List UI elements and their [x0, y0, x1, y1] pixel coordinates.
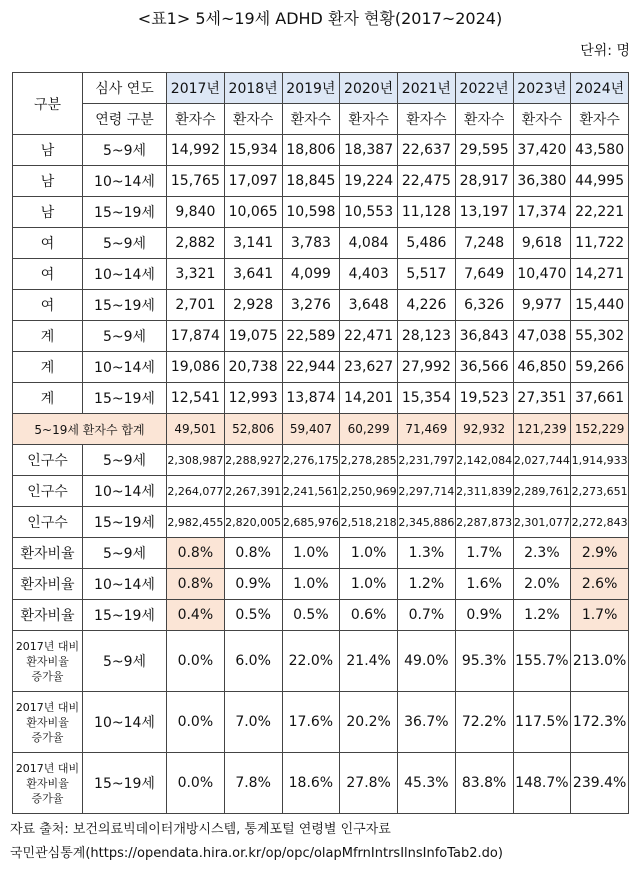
value-cell: 2,288,927 [224, 445, 282, 476]
age-cell: 15~19세 [83, 600, 167, 631]
patients-header: 환자수 [282, 104, 340, 135]
table-row [13, 197, 629, 228]
age-cell: 10~14세 [83, 166, 167, 197]
year-header: 2023년 [513, 73, 571, 104]
value-cell: 0.8% [224, 538, 282, 569]
group-label-line: 2017년 대비 [15, 639, 80, 653]
value-cell: 5,486 [398, 228, 456, 259]
value-cell: 14,992 [167, 135, 225, 166]
value-cell: 1.7% [455, 538, 513, 569]
value-cell: 20,738 [224, 352, 282, 383]
table-row [13, 476, 629, 507]
value-cell: 46,850 [513, 352, 571, 383]
patients-header: 환자수 [398, 104, 456, 135]
total-value-cell: 59,407 [282, 414, 340, 445]
value-cell: 14,201 [340, 383, 398, 414]
age-label-header: 연령 구분 [83, 104, 167, 135]
age-cell: 5~9세 [83, 631, 167, 692]
year-header: 2024년 [571, 73, 629, 104]
value-cell: 9,618 [513, 228, 571, 259]
value-cell: 7.0% [224, 692, 282, 753]
value-cell: 148.7% [513, 753, 571, 814]
value-cell: 17.6% [282, 692, 340, 753]
value-cell: 3,276 [282, 290, 340, 321]
value-cell: 4,084 [340, 228, 398, 259]
group-cell: 환자비율 [13, 569, 83, 600]
year-header: 2020년 [340, 73, 398, 104]
table-row [13, 290, 629, 321]
table-title: <표1> 5세~19세 ADHD 환자 현황(2017~2024) [137, 9, 503, 28]
year-header: 2018년 [224, 73, 282, 104]
group-cell: 계 [13, 321, 83, 352]
value-cell: 22,475 [398, 166, 456, 197]
table-row [13, 135, 629, 166]
value-cell: 15,765 [167, 166, 225, 197]
value-cell: 7,248 [455, 228, 513, 259]
value-cell: 3,141 [224, 228, 282, 259]
unit-label: 단위: 명 [580, 43, 630, 59]
value-cell: 22,471 [340, 321, 398, 352]
value-cell: 27,351 [513, 383, 571, 414]
age-cell: 5~9세 [83, 445, 167, 476]
value-cell: 1,914,933 [571, 445, 629, 476]
value-cell: 2,267,391 [224, 476, 282, 507]
value-cell: 22,637 [398, 135, 456, 166]
value-cell: 23,627 [340, 352, 398, 383]
source-line-1: 자료 출처: 보건의료빅데이터개방시스템, 통계포털 연령별 인구자료 [10, 822, 391, 837]
table-row [13, 692, 629, 753]
value-cell: 19,523 [455, 383, 513, 414]
table-row [13, 228, 629, 259]
value-cell: 27.8% [340, 753, 398, 814]
value-cell: 29,595 [455, 135, 513, 166]
value-cell: 7.8% [224, 753, 282, 814]
total-value-cell: 152,229 [571, 414, 629, 445]
value-cell: 0.9% [224, 569, 282, 600]
value-cell: 0.8% [167, 569, 225, 600]
value-cell: 2,518,218 [340, 507, 398, 538]
group-header: 구분 [13, 73, 83, 135]
age-cell: 10~14세 [83, 569, 167, 600]
value-cell: 6,326 [455, 290, 513, 321]
value-cell: 2,308,987 [167, 445, 225, 476]
value-cell: 2,685,976 [282, 507, 340, 538]
value-cell: 2,345,886 [398, 507, 456, 538]
value-cell: 2,982,455 [167, 507, 225, 538]
value-cell: 1.2% [398, 569, 456, 600]
value-cell: 2,276,175 [282, 445, 340, 476]
value-cell: 10,065 [224, 197, 282, 228]
total-value-cell: 121,239 [513, 414, 571, 445]
value-cell: 0.7% [398, 600, 456, 631]
value-cell: 0.0% [167, 692, 225, 753]
value-cell: 0.4% [167, 600, 225, 631]
group-cell [13, 692, 83, 753]
total-value-cell: 60,299 [340, 414, 398, 445]
value-cell: 22,944 [282, 352, 340, 383]
value-cell: 2,701 [167, 290, 225, 321]
value-cell: 2,928 [224, 290, 282, 321]
value-cell: 10,598 [282, 197, 340, 228]
value-cell: 14,271 [571, 259, 629, 290]
value-cell: 36,843 [455, 321, 513, 352]
header-row-labels [13, 104, 629, 135]
value-cell: 155.7% [513, 631, 571, 692]
value-cell: 2,272,843 [571, 507, 629, 538]
value-cell: 239.4% [571, 753, 629, 814]
value-cell: 45.3% [398, 753, 456, 814]
value-cell: 2,820,005 [224, 507, 282, 538]
value-cell: 27,992 [398, 352, 456, 383]
value-cell: 1.3% [398, 538, 456, 569]
patients-header: 환자수 [455, 104, 513, 135]
value-cell: 3,641 [224, 259, 282, 290]
group-cell: 남 [13, 197, 83, 228]
age-cell: 10~14세 [83, 352, 167, 383]
table-row [13, 166, 629, 197]
table-row [13, 600, 629, 631]
value-cell: 0.0% [167, 631, 225, 692]
value-cell: 28,123 [398, 321, 456, 352]
patients-header: 환자수 [340, 104, 398, 135]
value-cell: 44,995 [571, 166, 629, 197]
value-cell: 13,874 [282, 383, 340, 414]
total-value-cell: 49,501 [167, 414, 225, 445]
table-row [13, 383, 629, 414]
total-value-cell: 52,806 [224, 414, 282, 445]
value-cell: 17,874 [167, 321, 225, 352]
value-cell: 5,517 [398, 259, 456, 290]
value-cell: 28,917 [455, 166, 513, 197]
value-cell: 2,027,744 [513, 445, 571, 476]
value-cell: 59,266 [571, 352, 629, 383]
value-cell: 49.0% [398, 631, 456, 692]
value-cell: 37,661 [571, 383, 629, 414]
value-cell: 22,589 [282, 321, 340, 352]
total-label-cell: 5~19세 환자수 합계 [13, 414, 167, 445]
value-cell: 1.0% [282, 538, 340, 569]
value-cell: 12,541 [167, 383, 225, 414]
value-cell: 2,142,084 [455, 445, 513, 476]
age-cell: 15~19세 [83, 383, 167, 414]
value-cell: 19,224 [340, 166, 398, 197]
value-cell: 19,086 [167, 352, 225, 383]
value-cell: 36,566 [455, 352, 513, 383]
value-cell: 1.7% [571, 600, 629, 631]
value-cell: 4,099 [282, 259, 340, 290]
table-row [13, 259, 629, 290]
patients-header: 환자수 [513, 104, 571, 135]
group-cell: 여 [13, 259, 83, 290]
value-cell: 3,783 [282, 228, 340, 259]
value-cell: 2,273,651 [571, 476, 629, 507]
age-cell: 5~9세 [83, 321, 167, 352]
value-cell: 17,374 [513, 197, 571, 228]
age-cell: 10~14세 [83, 692, 167, 753]
value-cell: 3,321 [167, 259, 225, 290]
value-cell: 2,301,077 [513, 507, 571, 538]
group-cell: 남 [13, 166, 83, 197]
value-cell: 11,722 [571, 228, 629, 259]
value-cell: 15,354 [398, 383, 456, 414]
group-cell: 환자비율 [13, 538, 83, 569]
value-cell: 2,278,285 [340, 445, 398, 476]
value-cell: 20.2% [340, 692, 398, 753]
value-cell: 2.0% [513, 569, 571, 600]
value-cell: 2,297,714 [398, 476, 456, 507]
group-label-line: 2017년 대비 [15, 761, 80, 775]
table-row [13, 753, 629, 814]
patients-header: 환자수 [167, 104, 225, 135]
value-cell: 43,580 [571, 135, 629, 166]
value-cell: 1.6% [455, 569, 513, 600]
year-header: 2017년 [167, 73, 225, 104]
value-cell: 0.0% [167, 753, 225, 814]
value-cell: 9,977 [513, 290, 571, 321]
value-cell: 2.3% [513, 538, 571, 569]
value-cell: 2.9% [571, 538, 629, 569]
group-cell: 환자비율 [13, 600, 83, 631]
year-header: 2022년 [455, 73, 513, 104]
group-cell: 인구수 [13, 445, 83, 476]
group-cell [13, 753, 83, 814]
value-cell: 18,806 [282, 135, 340, 166]
value-cell: 18,845 [282, 166, 340, 197]
table-row [13, 631, 629, 692]
group-cell: 인구수 [13, 507, 83, 538]
value-cell: 19,075 [224, 321, 282, 352]
group-cell: 여 [13, 228, 83, 259]
group-cell: 여 [13, 290, 83, 321]
value-cell: 7,649 [455, 259, 513, 290]
age-cell: 15~19세 [83, 507, 167, 538]
value-cell: 18.6% [282, 753, 340, 814]
value-cell: 72.2% [455, 692, 513, 753]
value-cell: 6.0% [224, 631, 282, 692]
age-cell: 5~9세 [83, 538, 167, 569]
value-cell: 36,380 [513, 166, 571, 197]
value-cell: 117.5% [513, 692, 571, 753]
group-label-line: 증가율 [31, 669, 64, 683]
age-cell: 5~9세 [83, 135, 167, 166]
value-cell: 10,553 [340, 197, 398, 228]
value-cell: 18,387 [340, 135, 398, 166]
group-cell: 계 [13, 352, 83, 383]
value-cell: 95.3% [455, 631, 513, 692]
value-cell: 9,840 [167, 197, 225, 228]
year-label-header: 심사 연도 [83, 73, 167, 104]
value-cell: 0.6% [340, 600, 398, 631]
value-cell: 83.8% [455, 753, 513, 814]
table-row [13, 352, 629, 383]
value-cell: 2,882 [167, 228, 225, 259]
value-cell: 2,250,969 [340, 476, 398, 507]
group-label-line: 증가율 [31, 730, 64, 744]
value-cell: 10,470 [513, 259, 571, 290]
table-row [13, 321, 629, 352]
group-label-line: 환자비율 [26, 715, 69, 729]
value-cell: 0.5% [282, 600, 340, 631]
year-header: 2021년 [398, 73, 456, 104]
value-cell: 22.0% [282, 631, 340, 692]
age-cell: 15~19세 [83, 290, 167, 321]
value-cell: 11,128 [398, 197, 456, 228]
value-cell: 2,241,561 [282, 476, 340, 507]
age-cell: 5~9세 [83, 228, 167, 259]
age-cell: 10~14세 [83, 476, 167, 507]
value-cell: 21.4% [340, 631, 398, 692]
header-row-years [13, 73, 629, 104]
value-cell: 1.0% [340, 569, 398, 600]
value-cell: 37,420 [513, 135, 571, 166]
value-cell: 4,403 [340, 259, 398, 290]
value-cell: 55,302 [571, 321, 629, 352]
table-row [13, 538, 629, 569]
group-cell: 인구수 [13, 476, 83, 507]
value-cell: 0.9% [455, 600, 513, 631]
patients-header: 환자수 [224, 104, 282, 135]
table-row [13, 569, 629, 600]
value-cell: 2,289,761 [513, 476, 571, 507]
table-row [13, 445, 629, 476]
value-cell: 17,097 [224, 166, 282, 197]
group-label-line: 환자비율 [26, 776, 69, 790]
value-cell: 15,440 [571, 290, 629, 321]
group-cell: 남 [13, 135, 83, 166]
value-cell: 2,264,077 [167, 476, 225, 507]
value-cell: 22,221 [571, 197, 629, 228]
age-cell: 10~14세 [83, 259, 167, 290]
value-cell: 12,993 [224, 383, 282, 414]
value-cell: 2,231,797 [398, 445, 456, 476]
value-cell: 1.0% [340, 538, 398, 569]
value-cell: 2,287,873 [455, 507, 513, 538]
group-label-line: 2017년 대비 [15, 700, 80, 714]
source-line-2: 국민관심통계(https://opendata.hira.or.kr/op/opc/olapMfrnIntrsIlnsInfoTab2.do) [10, 846, 503, 861]
value-cell: 13,197 [455, 197, 513, 228]
age-cell: 15~19세 [83, 753, 167, 814]
group-cell: 계 [13, 383, 83, 414]
total-value-cell: 71,469 [398, 414, 456, 445]
adhd-statistics-table [12, 72, 629, 814]
value-cell: 3,648 [340, 290, 398, 321]
value-cell: 4,226 [398, 290, 456, 321]
value-cell: 0.5% [224, 600, 282, 631]
patients-header: 환자수 [571, 104, 629, 135]
group-cell [13, 631, 83, 692]
age-cell: 15~19세 [83, 197, 167, 228]
value-cell: 36.7% [398, 692, 456, 753]
table-row [13, 507, 629, 538]
year-header: 2019년 [282, 73, 340, 104]
value-cell: 2.6% [571, 569, 629, 600]
value-cell: 2,311,839 [455, 476, 513, 507]
value-cell: 172.3% [571, 692, 629, 753]
group-label-line: 환자비율 [26, 654, 69, 668]
value-cell: 213.0% [571, 631, 629, 692]
value-cell: 0.8% [167, 538, 225, 569]
group-label-line: 증가율 [31, 791, 64, 805]
total-value-cell: 92,932 [455, 414, 513, 445]
value-cell: 1.2% [513, 600, 571, 631]
value-cell: 1.0% [282, 569, 340, 600]
value-cell: 15,934 [224, 135, 282, 166]
value-cell: 47,038 [513, 321, 571, 352]
total-row [13, 414, 629, 445]
